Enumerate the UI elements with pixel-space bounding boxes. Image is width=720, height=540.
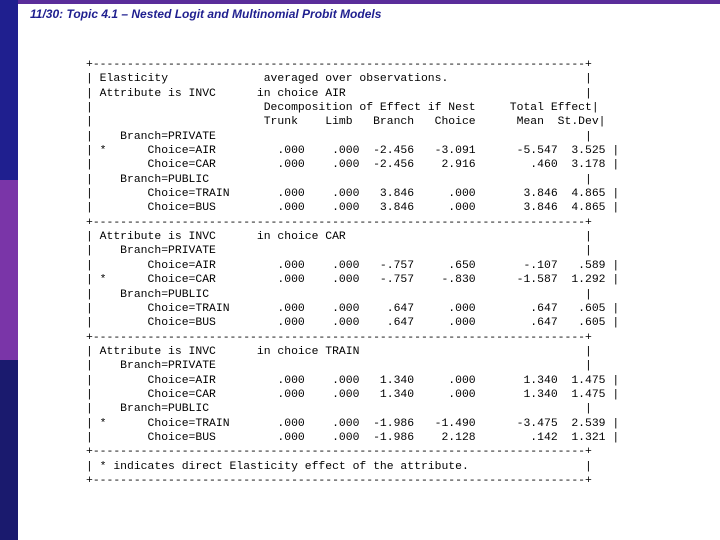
output-line: | Choice=AIR .000 .000 -.757 .650 -.107 .589 | <box>86 259 620 272</box>
left-bar-segment-top <box>0 0 18 180</box>
output-line: | Trunk Limb Branch Choice Mean St.Dev| <box>86 116 606 129</box>
output-line: +------------------------------------------------------------------------+ <box>86 446 592 459</box>
output-line: +------------------------------------------------------------------------+ <box>86 59 592 71</box>
output-line: | Branch=PUBLIC | <box>86 403 592 416</box>
output-line: | Choice=BUS .000 .000 3.846 .000 3.846 4.865 | <box>86 202 620 215</box>
elasticity-output-table <box>86 58 619 488</box>
output-line: | Branch=PRIVATE | <box>86 130 592 143</box>
output-line: | * indicates direct Elasticity effect of the attribute. | <box>86 460 592 473</box>
output-line: | Choice=AIR .000 .000 1.340 .000 1.340 1.475 | <box>86 374 620 387</box>
left-bar-segment-middle <box>0 180 18 360</box>
left-bar-segment-bottom <box>0 360 18 540</box>
slide-title: 11/30: Topic 4.1 – Nested Logit and Multinomial Probit Models <box>30 7 382 21</box>
output-line: | Decomposition of Effect if Nest Total Effect| <box>86 102 599 115</box>
output-line: | Attribute is INVC in choice CAR | <box>86 231 592 244</box>
left-decorative-bar <box>0 0 18 540</box>
output-line: | Elasticity averaged over observations. | <box>86 73 592 86</box>
output-line: | Choice=CAR .000 .000 -2.456 2.916 .460 3.178 | <box>86 159 620 172</box>
top-decorative-bar <box>18 0 720 4</box>
output-line: | * Choice=CAR .000 .000 -.757 -.830 -1.587 1.292 | <box>86 274 620 287</box>
output-line: +------------------------------------------------------------------------+ <box>86 216 592 229</box>
output-line: | Attribute is INVC in choice TRAIN | <box>86 345 592 358</box>
output-line: | Branch=PUBLIC | <box>86 288 592 301</box>
output-line: | Choice=BUS .000 .000 -1.986 2.128 .142 1.321 | <box>86 431 620 444</box>
output-line: | Branch=PRIVATE | <box>86 360 592 373</box>
output-line: | Choice=CAR .000 .000 1.340 .000 1.340 1.475 | <box>86 388 620 401</box>
output-line: +------------------------------------------------------------------------+ <box>86 331 592 344</box>
output-line: | * Choice=TRAIN .000 .000 -1.986 -1.490 -3.475 2.539 | <box>86 417 620 430</box>
output-line: | Choice=BUS .000 .000 .647 .000 .647 .605 | <box>86 317 620 330</box>
output-line: | Choice=TRAIN .000 .000 3.846 .000 3.846 4.865 | <box>86 188 620 201</box>
output-line: | Choice=TRAIN .000 .000 .647 .000 .647 .605 | <box>86 302 620 315</box>
output-line: | Branch=PUBLIC | <box>86 173 592 186</box>
output-line: +------------------------------------------------------------------------+ <box>86 474 592 487</box>
output-line: | Attribute is INVC in choice AIR | <box>86 87 592 100</box>
output-line: | * Choice=AIR .000 .000 -2.456 -3.091 -5.547 3.525 | <box>86 145 620 158</box>
output-line: | Branch=PRIVATE | <box>86 245 592 258</box>
